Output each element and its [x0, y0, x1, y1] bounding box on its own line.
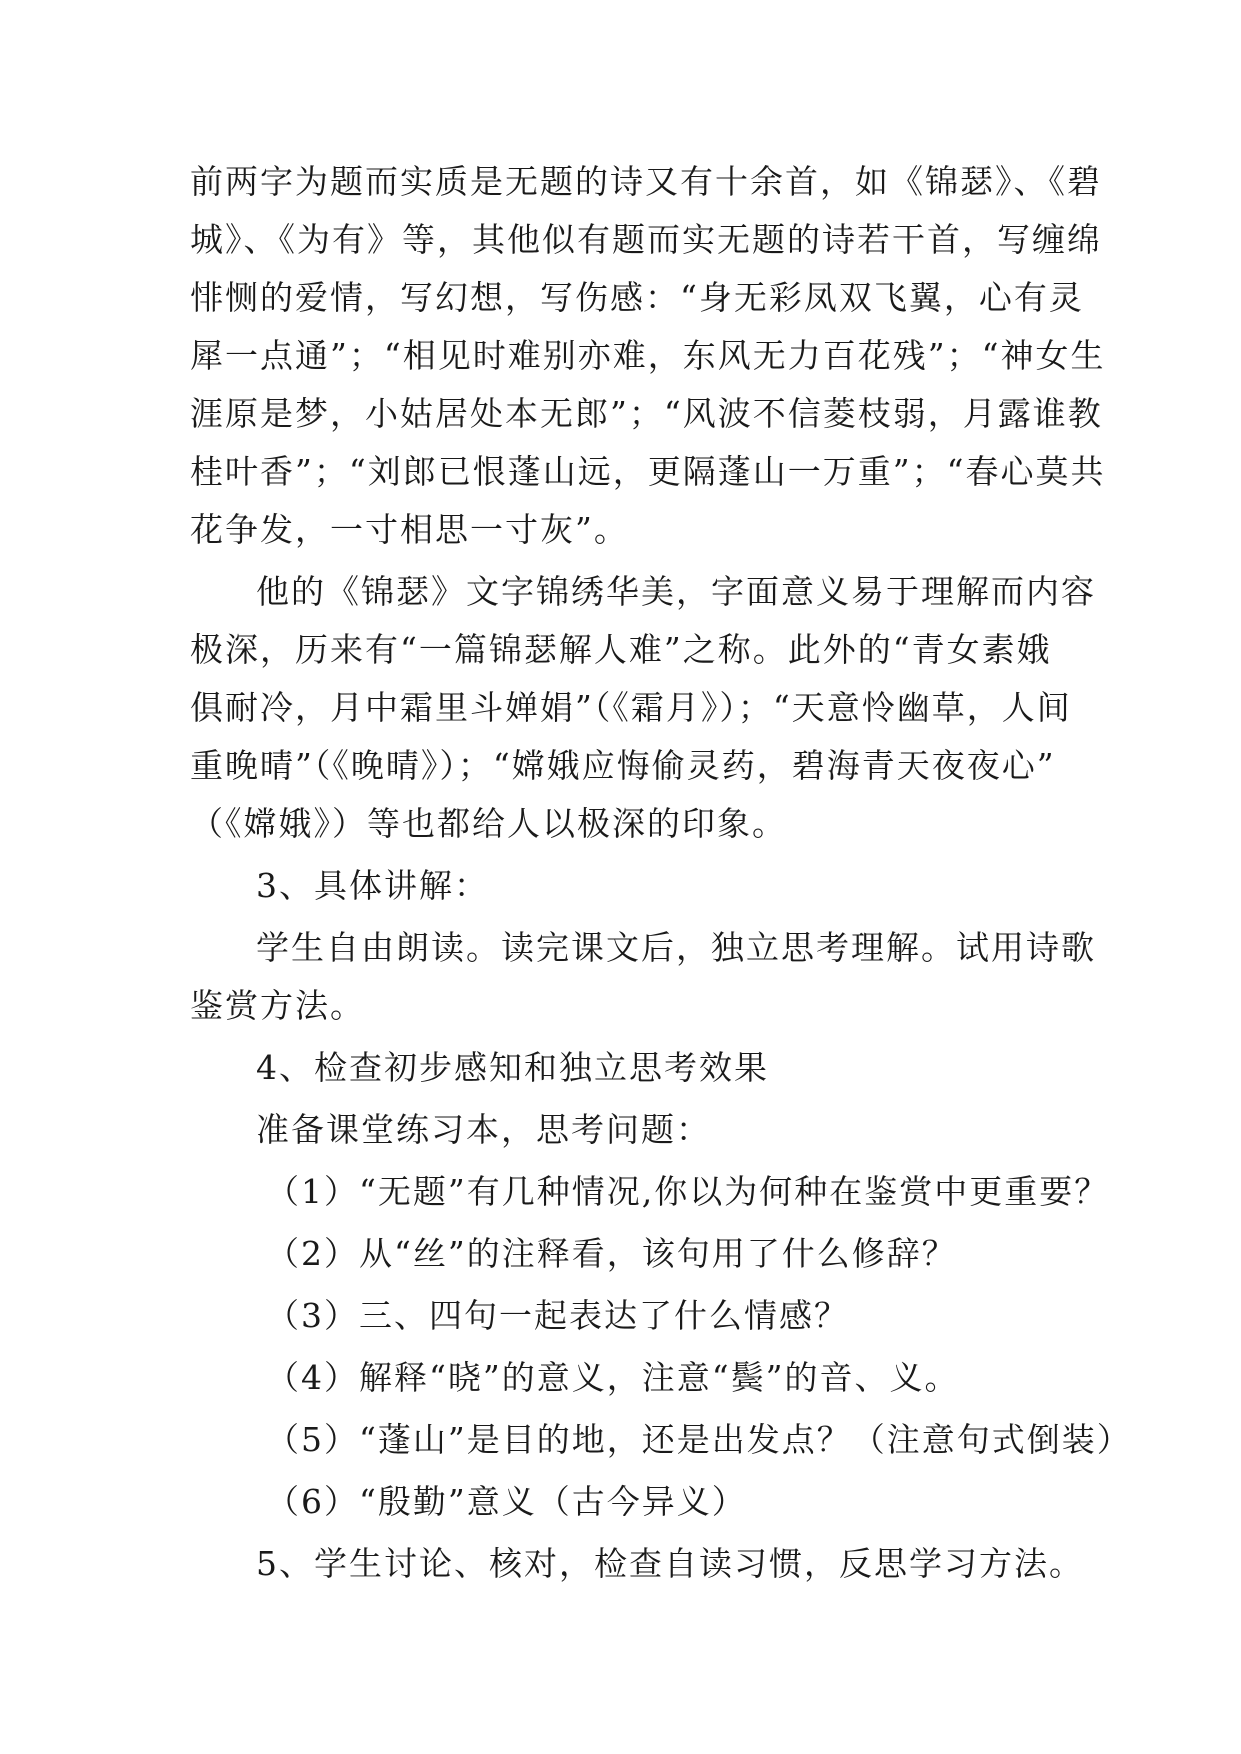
paragraph-1-line-6: 桂叶香”；“刘郎已恨蓬山远，更隔蓬山一万重”；“春心莫共 — [190, 452, 1106, 491]
paragraph-1-line-3: 悱恻的爱情，写幻想，写伤感：“身无彩凤双飞翼，心有灵 — [190, 278, 1084, 317]
question-6: （6）“殷勤”意义（古今异义） — [266, 1482, 747, 1521]
section-3-body-line-2: 鉴赏方法。 — [190, 986, 365, 1025]
paragraph-2-line-2: 极深，历来有“一篇锦瑟解人难”之称。此外的“青女素娥 — [190, 630, 1052, 669]
question-5: （5）“蓬山”是目的地，还是出发点？（注意句式倒装） — [266, 1420, 1132, 1459]
paragraph-1-line-5: 涯原是梦，小姑居处本无郎”；“风波不信菱枝弱，月露谁教 — [190, 394, 1103, 433]
paragraph-1-line-2: 城》、《为有》等，其他似有题而实无题的诗若干首，写缠绵 — [190, 220, 1102, 259]
paragraph-2-line-3: 俱耐冷，月中霜里斗婵娟”（《霜月》）；“天意怜幽草，人间 — [190, 688, 1072, 727]
paragraph-1-line-4: 犀一点通”；“相见时难别亦难，东风无力百花残”；“神女生 — [190, 336, 1106, 375]
section-4-intro: 准备课堂练习本，思考问题： — [256, 1110, 711, 1149]
paragraph-2-line-4: 重晚晴”（《晚晴》）；“嫦娥应悔偷灵药，碧海青天夜夜心” — [190, 746, 1056, 785]
section-4-heading: 4、检查初步感知和独立思考效果 — [256, 1048, 769, 1087]
paragraph-2-line-5: （《嫦娥》）等也都给人以极深的印象。 — [190, 804, 787, 843]
paragraph-2-line-1: 他的《锦瑟》文字锦绣华美，字面意义易于理解而内容 — [256, 572, 1096, 611]
question-1: （1）“无题”有几种情况,你以为何种在鉴赏中更重要？ — [266, 1172, 1110, 1211]
paragraph-1-line-1: 前两字为题而实质是无题的诗又有十余首，如《锦瑟》、《碧 — [190, 162, 1102, 201]
question-3: （3）三、四句一起表达了什么情感？ — [266, 1296, 849, 1335]
question-4: （4）解释“晓”的意义，注意“鬓”的音、义。 — [266, 1358, 960, 1397]
question-2: （2）从“丝”的注释看，该句用了什么修辞？ — [266, 1234, 957, 1273]
section-5: 5、学生讨论、核对，检查自读习惯，反思学习方法。 — [256, 1544, 1084, 1583]
paragraph-1-line-7: 花争发，一寸相思一寸灰”。 — [190, 510, 629, 549]
section-3-body-line-1: 学生自由朗读。读完课文后，独立思考理解。试用诗歌 — [256, 928, 1096, 967]
section-3-heading: 3、具体讲解： — [256, 866, 489, 905]
